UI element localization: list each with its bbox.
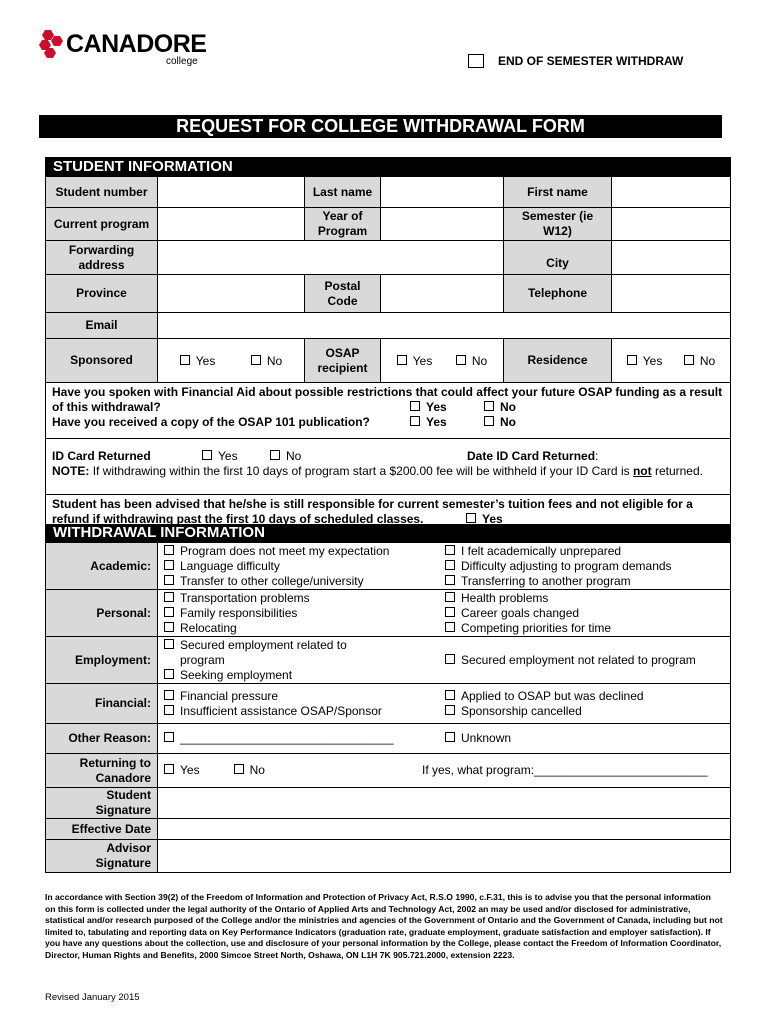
semester-field[interactable] [611, 208, 730, 240]
checkbox-icon [164, 575, 174, 585]
checkbox-icon [164, 560, 174, 570]
option-seeking-employment[interactable]: Seeking employment [164, 668, 445, 683]
logo-subtitle: college [166, 56, 198, 67]
checkbox-icon [164, 764, 174, 774]
end-of-semester-checkbox[interactable] [468, 54, 484, 68]
id-card-label: ID Card Returned [52, 449, 151, 463]
residence-yes[interactable]: Yes [627, 354, 663, 368]
checkbox-icon [684, 355, 694, 365]
student-signature-row [46, 787, 730, 818]
option-career-goals[interactable]: Career goals changed [445, 606, 726, 621]
advisor-signature-label: Advisor Signature [46, 840, 157, 872]
checkbox-icon [251, 355, 261, 365]
current-program-field[interactable] [157, 208, 304, 240]
province-row [46, 274, 730, 312]
note-text: If withdrawing within the first 10 days of program start a $200.00 fee will be withheld if your ID Card is [92, 464, 630, 478]
privacy-notice: In accordance with Section 39(2) of the Freedom of Information and Protection of Privacy Act, R.S.O 1990, c.F.31, this is to advise you that the personal information on this form is collected under the legal authority of the Ontario of Applied Arts and Technology Act, 2002 an may be used and/or disclosed for administrative, statistical and/or research purposed of the College and/or the ministries and agencies of the Government of Ontario and the Government of Canada, including but not limited to, tabulating and reporting data on Key Performance Indicators (graduation rate, graduate employment, graduate satisfaction and employer satisfaction). If you have any questions about the collection, use and disclosure of your personal information by the College, please contact the Freedom of Information Coordinator, Director, Human Rights and Benefits, 2000 Simcoe Street North, Oshawa, ON L1H 7K 905.721.2000, extension 2223. [45, 892, 723, 960]
sponsor-row [46, 338, 730, 382]
checkbox-icon [164, 545, 174, 555]
checkbox-icon [484, 401, 494, 411]
checkbox-icon [445, 690, 455, 700]
program-row [46, 207, 730, 240]
option-transfer-other-college[interactable]: Transfer to other college/university [164, 574, 445, 589]
option-unknown[interactable]: Unknown [445, 731, 726, 746]
checkbox-icon [164, 669, 174, 679]
sponsored-options [157, 339, 304, 382]
employment-label: Employment: [46, 637, 157, 683]
checkbox-icon [445, 607, 455, 617]
effective-date-row [46, 818, 730, 839]
id-card-block: ID Card Returned Yes No Date ID Card Returned: NOTE: If withdrawing within the first 10 days of program start a $200.00 fee will be withheld if your ID Card is not returned. [46, 438, 730, 494]
checkbox-icon [445, 592, 455, 602]
current-program-label: Current program [46, 208, 157, 240]
employment-row [46, 636, 730, 683]
checkbox-icon [202, 450, 212, 460]
first-name-field[interactable] [611, 177, 730, 207]
id-card-yes[interactable]: Yes [202, 449, 238, 464]
canadore-logo-icon [38, 28, 64, 60]
option-sponsorship-cancelled[interactable]: Sponsorship cancelled [445, 704, 726, 719]
checkbox-icon [410, 416, 420, 426]
end-of-semester-label: END OF SEMESTER WITHDRAW [498, 54, 684, 68]
sponsored-yes[interactable]: Yes [180, 354, 216, 368]
student-info-header: STUDENT INFORMATION [46, 158, 730, 176]
checkbox-icon [445, 545, 455, 555]
osap-options [380, 339, 503, 382]
financial-row [46, 683, 730, 723]
fin-aid-no[interactable]: No [484, 400, 516, 415]
student-number-label: Student number [46, 177, 157, 207]
osap-recipient-label: OSAP recipient [304, 339, 380, 382]
advised-text: Student has been advised that he/she is still responsible for current semester’s tuition fees and not eligible for a refund if withdrawing past the first 10 days of scheduled classes. [52, 497, 693, 526]
revision-date: Revised January 2015 [45, 992, 140, 1003]
returning-program-field[interactable]: If yes, what program:__________________________ [422, 763, 708, 777]
date-id-label: Date ID Card Returned [467, 449, 596, 463]
student-signature-field[interactable] [157, 788, 730, 818]
checkbox-icon [627, 355, 637, 365]
osap101-question: Have you received a copy of the OSAP 101 publication? [52, 415, 370, 429]
checkbox-icon [164, 622, 174, 632]
withdrawal-form [45, 157, 731, 873]
form-title: REQUEST FOR COLLEGE WITHDRAWAL FORM [39, 115, 722, 138]
checkbox-icon [456, 355, 466, 365]
option-relocating[interactable]: Relocating [164, 621, 445, 636]
telephone-label: Telephone [503, 275, 611, 312]
province-label: Province [46, 275, 157, 312]
note-not: not [632, 464, 652, 478]
semester-label: Semester (ie W12) [503, 208, 611, 240]
option-competing-priorities[interactable]: Competing priorities for time [445, 621, 726, 636]
osap101-yes[interactable]: Yes [410, 415, 447, 430]
other-reason-row [46, 723, 730, 753]
personal-row [46, 589, 730, 636]
last-name-field[interactable] [380, 177, 503, 207]
option-family[interactable]: Family responsibilities [164, 606, 445, 621]
effective-date-field[interactable] [157, 819, 730, 839]
withdrawal-info-header: WITHDRAWAL INFORMATION [46, 524, 730, 542]
city-field[interactable] [611, 241, 730, 274]
option-transfer-program[interactable]: Transferring to another program [445, 574, 726, 589]
checkbox-icon [164, 592, 174, 602]
returning-yes[interactable]: Yes [164, 763, 200, 778]
option-other-reason[interactable]: ________________________________ [164, 731, 445, 746]
checkbox-icon [234, 764, 244, 774]
email-label: Email [46, 313, 157, 338]
first-name-label: First name [503, 177, 611, 207]
checkbox-icon [484, 416, 494, 426]
sponsored-no[interactable]: No [251, 354, 282, 368]
residence-no[interactable]: No [684, 354, 715, 368]
option-insufficient-assistance[interactable]: Insufficient assistance OSAP/Sponsor [164, 704, 445, 719]
email-row [46, 312, 730, 338]
checkbox-icon [410, 401, 420, 411]
returning-row [46, 753, 730, 787]
residence-options [611, 339, 730, 382]
sponsored-label: Sponsored [46, 339, 157, 382]
address-row [46, 240, 730, 274]
financial-aid-question-block [46, 382, 730, 438]
logo-name: CANADORE [66, 30, 207, 58]
osap-yes[interactable]: Yes [397, 354, 433, 368]
year-of-program-label: Year of Program [304, 208, 380, 240]
checkbox-icon [466, 513, 476, 523]
id-card-no[interactable]: No [270, 449, 301, 464]
option-transportation[interactable]: Transportation problems [164, 591, 445, 606]
checkbox-icon [164, 732, 174, 742]
note-end: returned. [654, 464, 703, 478]
student-number-field[interactable] [157, 177, 304, 207]
checkbox-icon [164, 705, 174, 715]
academic-row [46, 542, 730, 589]
province-field[interactable] [157, 275, 304, 312]
other-reason-label: Other Reason: [46, 724, 157, 753]
checkbox-icon [270, 450, 280, 460]
option-financial-pressure[interactable]: Financial pressure [164, 689, 445, 704]
email-field[interactable] [157, 313, 730, 338]
checkbox-icon [164, 639, 174, 649]
checkbox-icon [445, 560, 455, 570]
option-secured-related-cont: program [180, 652, 225, 667]
name-row [46, 176, 730, 207]
postal-code-label: Postal Code [304, 275, 380, 312]
checkbox-icon [445, 575, 455, 585]
year-of-program-field[interactable] [380, 208, 503, 240]
option-program-expectation[interactable]: Program does not meet my expectation [164, 544, 445, 559]
postal-code-field[interactable] [380, 275, 503, 312]
checkbox-icon [180, 355, 190, 365]
returning-label: Returning to Canadore [46, 754, 157, 787]
option-health[interactable]: Health problems [445, 591, 726, 606]
checkbox-icon [164, 690, 174, 700]
advisor-signature-row [46, 839, 730, 872]
osap101-no[interactable]: No [484, 415, 516, 430]
option-secured-not-related[interactable]: Secured employment not related to program [445, 653, 726, 668]
advised-block [46, 494, 730, 524]
option-academically-unprepared[interactable]: I felt academically unprepared [445, 544, 726, 559]
checkbox-icon [164, 607, 174, 617]
student-signature-label: Student Signature [46, 788, 157, 818]
note-label: NOTE: [52, 464, 90, 478]
forwarding-address-field[interactable] [157, 241, 503, 274]
academic-label: Academic: [46, 543, 157, 589]
option-osap-declined[interactable]: Applied to OSAP but was declined [445, 689, 726, 704]
effective-date-label: Effective Date [46, 819, 157, 839]
option-secured-related[interactable]: Secured employment related to [164, 638, 445, 653]
checkbox-icon [445, 705, 455, 715]
option-difficulty-adjusting[interactable]: Difficulty adjusting to program demands [445, 559, 726, 574]
returning-no[interactable]: No [234, 763, 265, 778]
checkbox-icon [397, 355, 407, 365]
checkbox-icon [445, 622, 455, 632]
fin-aid-yes[interactable]: Yes [410, 400, 447, 415]
residence-label: Residence [503, 339, 611, 382]
personal-label: Personal: [46, 590, 157, 636]
financial-label: Financial: [46, 684, 157, 723]
city-label: City [503, 241, 611, 274]
financial-aid-question: Have you spoken with Financial Aid about possible restrictions that could affect your future OSAP funding as a result of this withdrawal? [52, 385, 723, 414]
checkbox-icon [445, 732, 455, 742]
advised-yes[interactable]: Yes [466, 512, 503, 527]
telephone-field[interactable] [611, 275, 730, 312]
forwarding-address-label: Forwarding address [46, 241, 157, 274]
end-of-semester-option[interactable] [468, 54, 683, 68]
checkbox-icon [445, 654, 455, 664]
last-name-label: Last name [304, 177, 380, 207]
advisor-signature-field[interactable] [157, 840, 730, 872]
option-language-difficulty[interactable]: Language difficulty [164, 559, 445, 574]
osap-no[interactable]: No [456, 354, 487, 368]
